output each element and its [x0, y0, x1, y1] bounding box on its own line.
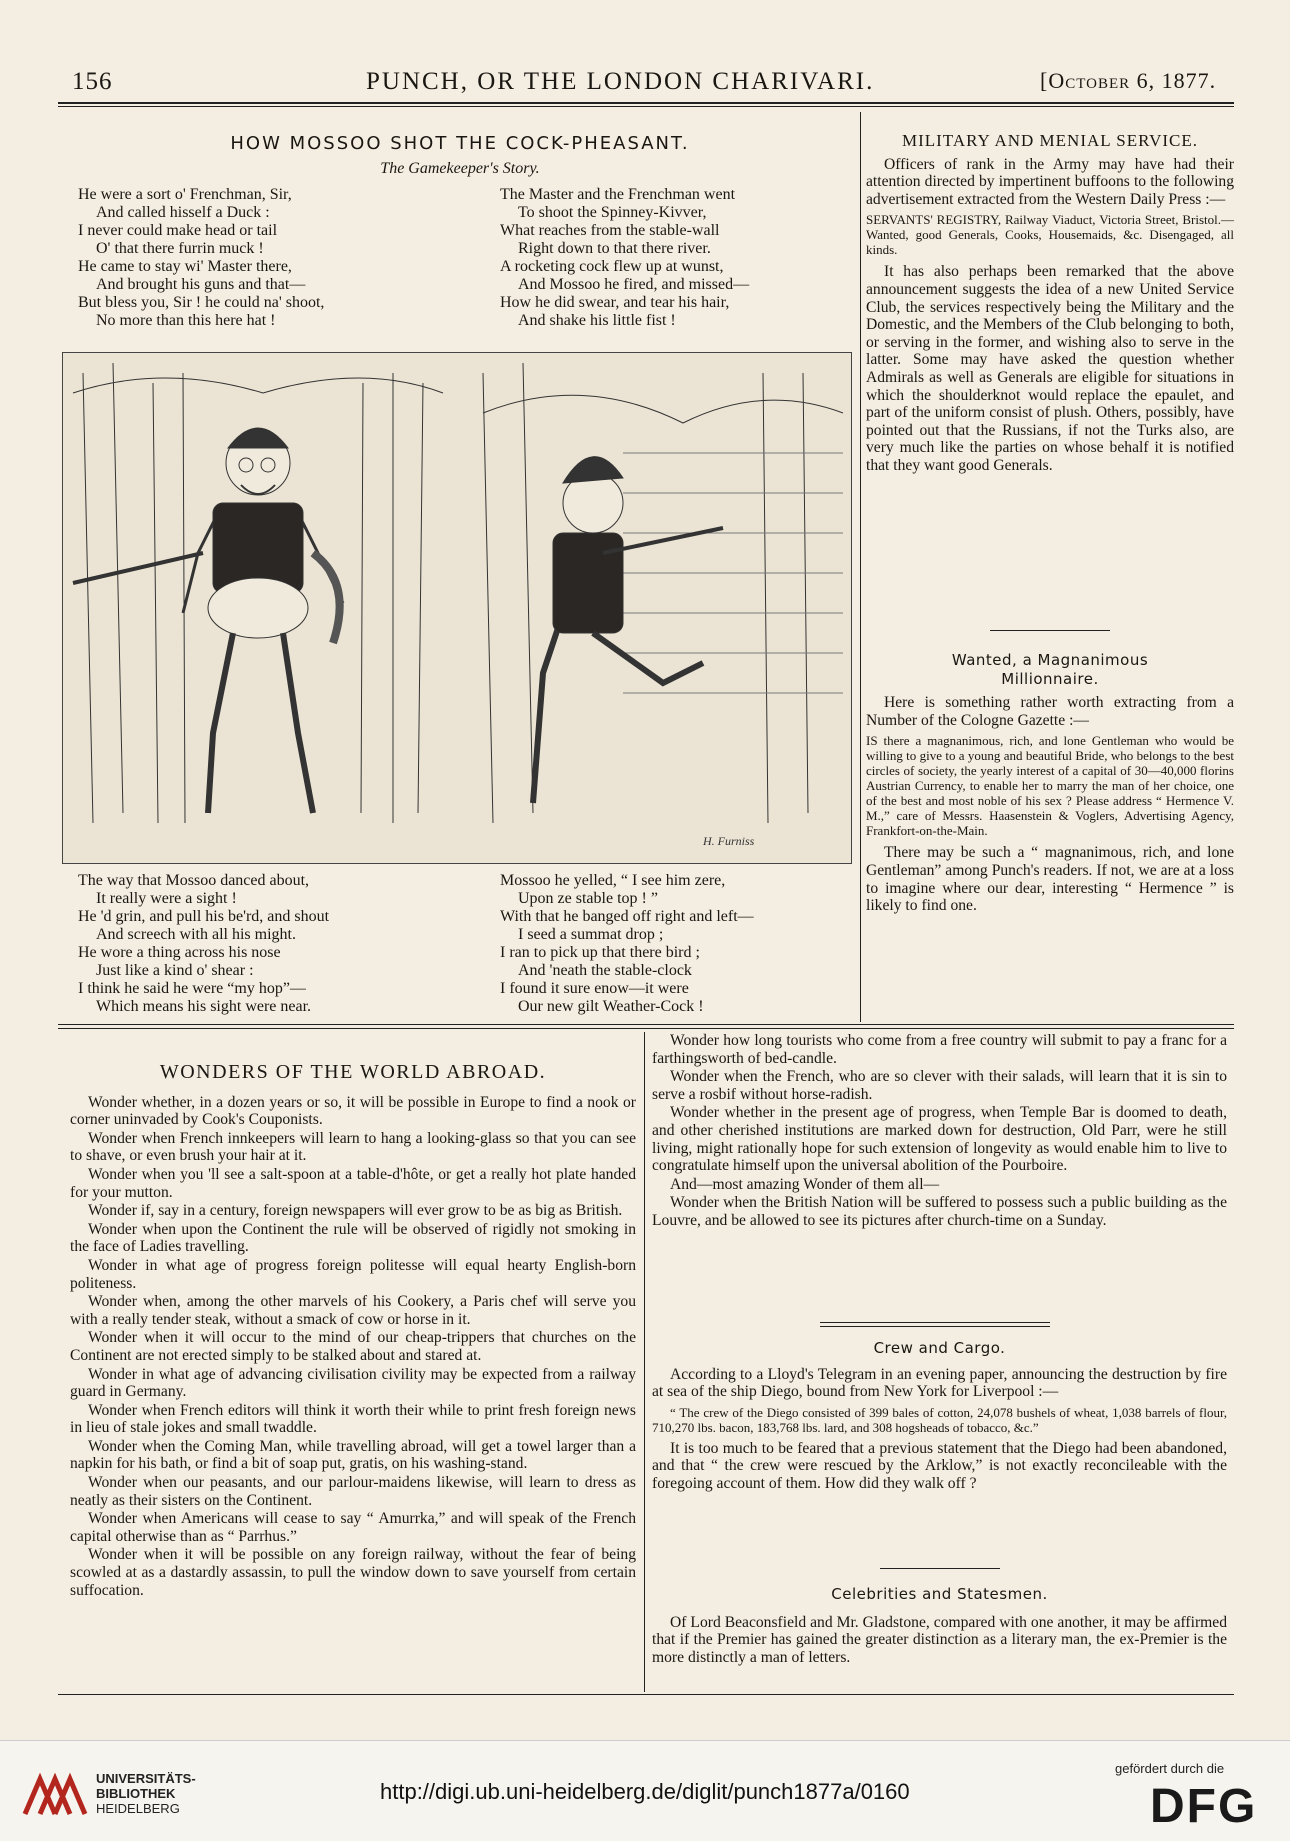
university-logo-icon [20, 1769, 90, 1819]
wonders-right [652, 1032, 1227, 1231]
wanted-article [866, 652, 1234, 916]
artist-signature: H. Furniss [703, 834, 755, 848]
wonder-item: Wonder how long tourists who come from a free country will submit to pay a franc for a farthingsworth of bed-candle. [652, 1032, 1227, 1067]
poem-title: HOW MOSSOO SHOT THE COCK-PHEASANT. [230, 133, 690, 154]
library-name [96, 1771, 196, 1816]
wonder-item: Wonder whether in the present age of progress, when Temple Bar is doomed to death, and other cherished institutions are marked down for destruction, Old Parr, were he still living, might rationally hope for such extension of longevity as would enable him to live to congratulate himself upon the universal abolition of the Pourboire. [652, 1104, 1227, 1175]
military-intro: Officers of rank in the Army may have had their attention directed by impertinent buffoons to the following advertisement extracted from the Western Daily Press :— [866, 155, 1234, 208]
bottom-rule [58, 1694, 1234, 1695]
wonder-item: Wonder when the French, who are so clever with their salads, will learn that it is sin to serve a rosbif without horse-radish. [652, 1068, 1227, 1103]
wonders-title: WONDERS OF THE WORLD ABROAD. [159, 1061, 547, 1083]
library-line-3: HEIDELBERG [96, 1801, 180, 1816]
military-article [866, 132, 1234, 476]
wonder-item: Wonder when our peasants, and our parlour-maidens likewise, will learn to dress as neatly as their sisters on the Continent. [70, 1474, 636, 1509]
wonder-item: And—most amazing Wonder of them all— [670, 1175, 940, 1193]
lower-column-divider [644, 1032, 645, 1692]
column-divider [860, 112, 861, 1022]
digitization-footer [0, 1740, 1290, 1841]
wonder-item: Wonder whether, in a dozen years or so, it will be possible in Europe to find a nook or corner uninvaded by Cook's Couponists. [70, 1093, 636, 1129]
wonder-item: Wonder when it will occur to the mind of our cheap-trippers that churches on the Continent are not erected simply to be stalked about and stared at. [70, 1329, 636, 1364]
celebrities-title: Celebrities and Statesmen. [831, 1585, 1048, 1603]
stanza-3: The way that Mossoo danced about, It really were a sight ! He 'd grin, and pull his be'rd, and shout And screech with all his might. He wore a thing across his nose Just like a kind o' shear : I think he said he were “my hop”— Which means his sight were near. [78, 872, 330, 1015]
wonder-item: Wonder when you 'll see a salt-spoon at a table-d'hôte, or get a really hot plate handed for your mutton. [70, 1165, 636, 1201]
stanza-2: The Master and the Frenchman went To shoot the Spinney-Kivver, What reaches from the stable-wall Right down to that there river. A rocketing cock flew up at wunst, And Mossoo he fired, and missed— How he did swear, and tear his hair, And shake his little fist ! [500, 186, 750, 329]
military-title: MILITARY AND MENIAL SERVICE. [901, 131, 1198, 150]
short-divider [990, 630, 1110, 631]
wonder-item: Wonder when French innkeepers will learn to hang a looking-glass so that you can see to shave, or even brush your hair at it. [70, 1129, 636, 1165]
wonders-end-rule-2 [820, 1326, 1050, 1327]
wanted-intro: Here is something rather worth extracting from a Number of the Cologne Gazette :— [866, 694, 1234, 729]
section-rule [58, 1024, 1234, 1025]
library-line-1: UNIVERSITÄTS- [96, 1771, 196, 1786]
military-body: It has also perhaps been remarked that the above announcement suggests the idea of a new United Service Club, the services respectively being the Military and the Domestic, and the Members of the Club belonging to both, or serving in the former, and wishing also to serve in the latter. Some may have asked the question whether Admirals as well as Generals are eligible for situations in which the shoulderknot would replace the epaulet, and part of the uniform consist of plush. Others, possibly, have pointed out that the Russians, if not the Turks also, are very much like the parties on whose behalf it is notified that they want good Generals. [866, 263, 1234, 474]
crew-body: It is too much to be feared that a previous statement that the Diego had been abandoned, and that “ the crew were rescued by the Arklow,” is not exactly reconcileable with the foregoing account of them. How did they walk off ? [652, 1439, 1227, 1492]
short-divider-2 [880, 1568, 1000, 1569]
dfg-logo: DFG [1150, 1780, 1258, 1833]
cartoon-illustration [62, 352, 852, 864]
wanted-title-line2: Millionnaire. [1001, 669, 1099, 688]
wonder-item: Wonder when it will be possible on any foreign railway, without the fear of being scowled at as a dastardly assassin, to pull the window down to save yourself from certain suffocation. [70, 1546, 636, 1599]
permalink-url[interactable]: http://digi.ub.uni-heidelberg.de/diglit/punch1877a/0160 [380, 1779, 910, 1804]
wonders-end-rule [820, 1322, 1050, 1323]
celebrities-body: Of Lord Beaconsfield and Mr. Gladstone, compared with one another, it may be affirmed that if the Premier has gained the greater distinction as a literary man, the ex-Premier is the more distinctly a man of letters. [652, 1613, 1227, 1666]
wanted-title-line1: Wanted, a Magnanimous [951, 651, 1149, 669]
crew-article [652, 1340, 1227, 1494]
wanted-body: There may be such a “ magnanimous, rich, and lone Gentleman” among Punch's readers. If not, we are at a loss to imagine where our dear, interesting “ Hermence ” is likely to find one. [866, 844, 1234, 915]
cartoon-drawing [63, 353, 851, 863]
library-line-2: BIBLIOTHEK [96, 1786, 176, 1801]
masthead: PUNCH, OR THE LONDON CHARIVARI. [366, 68, 875, 95]
header-rule-thin [58, 106, 1234, 107]
header-rule [58, 102, 1234, 104]
bride-advert: IS there a magnanimous, rich, and lone Gentleman who would be willing to give to a young and beautiful Bride, who belongs to the best circles of society, the yearly interest of a capital of 30—40,000 florins Austrian Currency, to enable her to marry the man of her choice, one of the best and most noble of his sex ? Please address “ Hermence V. M.,” care of Messrs. Haasenstein & Voglers, Advertising Agency, Frankfort-on-the-Main. [866, 733, 1234, 839]
crew-intro: According to a Lloyd's Telegram in an evening paper, announcing the destruction by fire at sea of the ship Diego, bound from New York for Liverpool :— [652, 1365, 1227, 1401]
servants-advert: SERVANTS' REGISTRY, Railway Viaduct, Victoria Street, Bristol.—Wanted, good Generals, Cooks, Housemaids, &c. Disengaged, all kinds. [866, 212, 1234, 258]
stanza-1: He were a sort o' Frenchman, Sir, And called hisself a Duck : I never could make head or tail O' that there furrin muck ! He came to stay wi' Master there, And brought his guns and that— But bless you, Sir ! he could na' shoot, No more than this here hat ! [78, 186, 325, 329]
wonder-item: Wonder when, among the other marvels of his Cookery, a Paris chef will serve you with a really tender steak, without a smack of cow or horse in it. [70, 1293, 636, 1328]
wonder-item: Wonder in what age of progress foreign politesse will equal hearty English-born politeness. [70, 1256, 636, 1292]
wonder-item: Wonder if, say in a century, foreign newspapers will ever grow to be as big as British. [88, 1202, 623, 1220]
wonder-item: Wonder when the British Nation will be suffered to possess such a public building as the Louvre, and be allowed to see its pictures after church-time on a Sunday. [652, 1194, 1227, 1229]
wonder-item: Wonder when upon the Continent the rule will be observed of rigidly not smoking in the face of Ladies travelling. [70, 1220, 636, 1256]
crew-quote: “ The crew of the Diego consisted of 399 bales of cotton, 24,078 bushels of wheat, 1,038 barrels of flour, 710,270 lbs. bacon, 183,768 lbs. lard, and 308 hogsheads of tobacco, &c.” [652, 1404, 1227, 1435]
crew-title: Crew and Cargo. [873, 1339, 1006, 1357]
stanza-4: Mossoo he yelled, “ I see him zere, Upon ze stable top ! ” With that he banged off right and left— I seed a summat drop ; I ran to pick up that there bird ; And 'neath the stable-clock I found it sure enow—it were Our new gilt Weather-Cock ! [500, 872, 754, 1015]
page-number: 156 [72, 68, 113, 95]
section-rule-2 [58, 1028, 1234, 1029]
celebrities-article [652, 1586, 1227, 1667]
issue-date: [October 6, 1877. [1040, 68, 1217, 93]
funded-by-label: gefördert durch die [1115, 1761, 1225, 1776]
wonder-item: Wonder when the Coming Man, while travelling abroad, will get a towel larger than a napkin for his bath, or find a bit of soap put, gratis, on his washing-stand. [70, 1437, 636, 1473]
wonder-item: Wonder in what age of advancing civilisation civility may be expected from a railway guard in Germany. [70, 1365, 636, 1401]
wonder-item: Wonder when Americans will cease to say “ Amurrka,” and will speak of the French capital otherwise than as “ Parrhus.” [70, 1510, 636, 1545]
wonder-item: Wonder when French editors will think it worth their while to print fresh foreign news in lieu of stale jokes and small twaddle. [70, 1401, 636, 1437]
poem-subtitle: The Gamekeeper's Story. [380, 160, 540, 177]
wonders-left [70, 1061, 636, 1600]
